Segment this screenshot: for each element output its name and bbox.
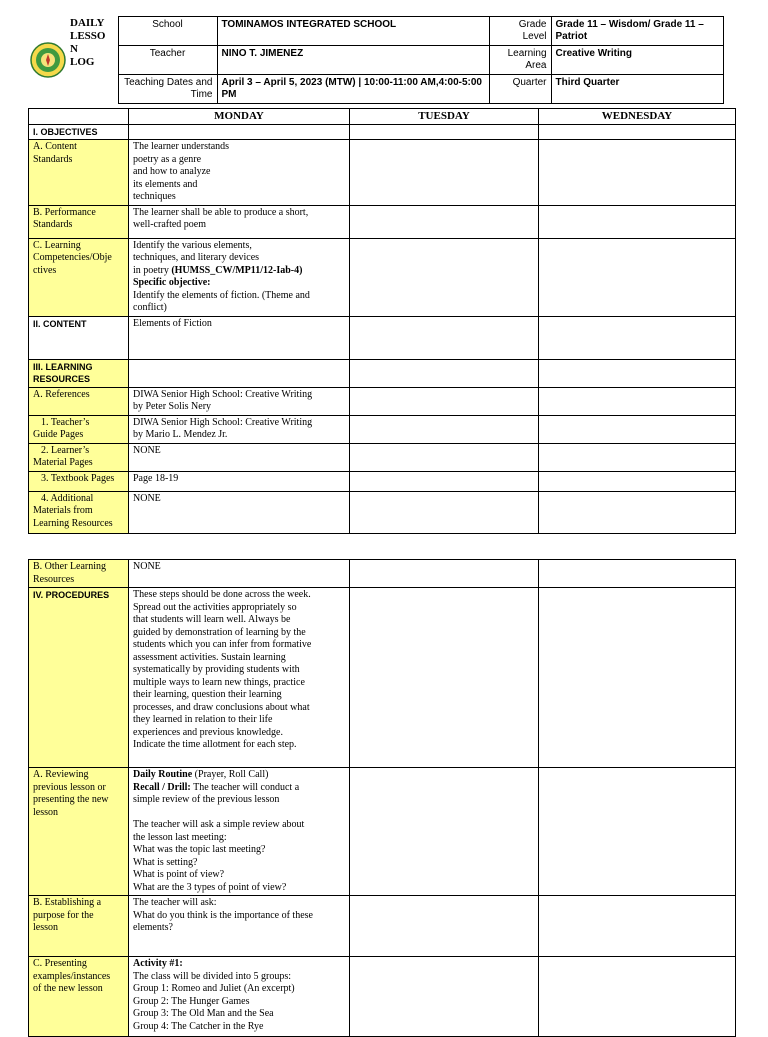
content-standards-label: A. Content Standards	[29, 140, 129, 206]
establishing-purpose-monday: The teacher will ask: What do you think is the importance of these elements?	[129, 896, 350, 957]
content-monday: Elements of Fiction	[129, 316, 350, 359]
teacher-value: NINO T. JIMENEZ	[217, 46, 489, 75]
school-label: School	[118, 17, 217, 46]
performance-standards-label: B. Performance Standards	[29, 205, 129, 238]
presenting-examples-label: C. Presenting examples/instances of the new lesson	[29, 957, 129, 1037]
deped-seal-icon	[30, 42, 66, 78]
reviewing-lesson-label: A. Reviewing previous lesson or presenting the new lesson	[29, 768, 129, 896]
learning-competencies-label: C. Learning Competencies/Obje ctives	[29, 238, 129, 316]
school-seal	[28, 17, 68, 104]
learning-area-value: Creative Writing	[551, 46, 723, 75]
quarter-value: Third Quarter	[551, 75, 723, 104]
grade-label: Grade Level	[489, 17, 551, 46]
day-tuesday: TUESDAY	[350, 109, 539, 125]
learning-competencies-monday: Identify the various elements, techniques, and literary devices in poetry (HUMSS_CW/MP11/12-Iab-4) Specific objective: Identify the elements of fiction. (Theme and conflict)	[129, 238, 350, 316]
teachers-guide-monday: DIWA Senior High School: Creative Writing by Mario L. Mendez Jr.	[129, 415, 350, 443]
reviewing-lesson-monday: Daily Routine (Prayer, Roll Call) Recall / Drill: The teacher will conduct a simple review of the previous lesson The teacher will ask a simple review about the lesson last meeting: What was the topic last meeting? What is setting? What is point of view? What are the 3 types of point of view?	[129, 768, 350, 896]
additional-materials-label: 4. Additional Materials from Learning Resources	[29, 491, 129, 533]
references-monday: DIWA Senior High School: Creative Writing by Peter Solis Nery	[129, 387, 350, 415]
grade-value: Grade 11 – Wisdom/ Grade 11 – Patriot	[551, 17, 723, 46]
additional-materials-monday: NONE	[129, 491, 350, 533]
corner-cell	[29, 109, 129, 125]
learners-material-label: 2. Learner’s Material Pages	[29, 443, 129, 471]
learning-resources-label: III. LEARNING RESOURCES	[29, 359, 129, 387]
learning-area-label: Learning Area	[489, 46, 551, 75]
day-wednesday: WEDNESDAY	[539, 109, 736, 125]
content-standards-monday: The learner understands poetry as a genre and how to analyze its elements and techniques	[129, 140, 350, 206]
teachers-guide-label: 1. Teacher’s Guide Pages	[29, 415, 129, 443]
quarter-label: Quarter	[489, 75, 551, 104]
procedures-monday: These steps should be done across the week. Spread out the activities appropriately so that students will learn well. Always be guided by demonstration of learning by the students which you can infer from formative assessment activities. Sustain learning systematically by providing students with multiple ways to learn new things, practice their learning, question their learning processes, and draw conclusions about what they learned in relation to their life experiences and previous knowledge. Indicate the time allotment for each step.	[129, 588, 350, 768]
performance-standards-monday: The learner shall be able to produce a short, well-crafted poem	[129, 205, 350, 238]
learners-material-monday: NONE	[129, 443, 350, 471]
lesson-table-2	[28, 559, 736, 1037]
dates-label: Teaching Dates and Time	[118, 75, 217, 104]
header-table	[28, 16, 724, 104]
lesson-table-1	[28, 108, 736, 534]
references-label: A. References	[29, 387, 129, 415]
establishing-purpose-label: B. Establishing a purpose for the lesson	[29, 896, 129, 957]
dll-title: DAILY LESSO N LOG	[70, 16, 106, 68]
textbook-pages-monday: Page 18-19	[129, 471, 350, 491]
presenting-examples-monday: Activity #1: The class will be divided into 5 groups: Group 1: Romeo and Juliet (An excerpt) Group 2: The Hunger Games Group 3: The Old Man and the Sea Group 4: The Catcher in the Rye	[129, 957, 350, 1037]
dates-value: April 3 – April 5, 2023 (MTW) | 10:00-11:00 AM,4:00-5:00 PM	[217, 75, 489, 104]
content-label: II. CONTENT	[29, 316, 129, 359]
day-monday: MONDAY	[129, 109, 350, 125]
objectives-label: I. OBJECTIVES	[29, 124, 129, 140]
textbook-pages-label: 3. Textbook Pages	[29, 471, 129, 491]
other-resources-monday: NONE	[129, 560, 350, 588]
school-value: TOMINAMOS INTEGRATED SCHOOL	[217, 17, 489, 46]
teacher-label: Teacher	[118, 46, 217, 75]
procedures-label: IV. PROCEDURES	[29, 588, 129, 768]
other-resources-label: B. Other Learning Resources	[29, 560, 129, 588]
